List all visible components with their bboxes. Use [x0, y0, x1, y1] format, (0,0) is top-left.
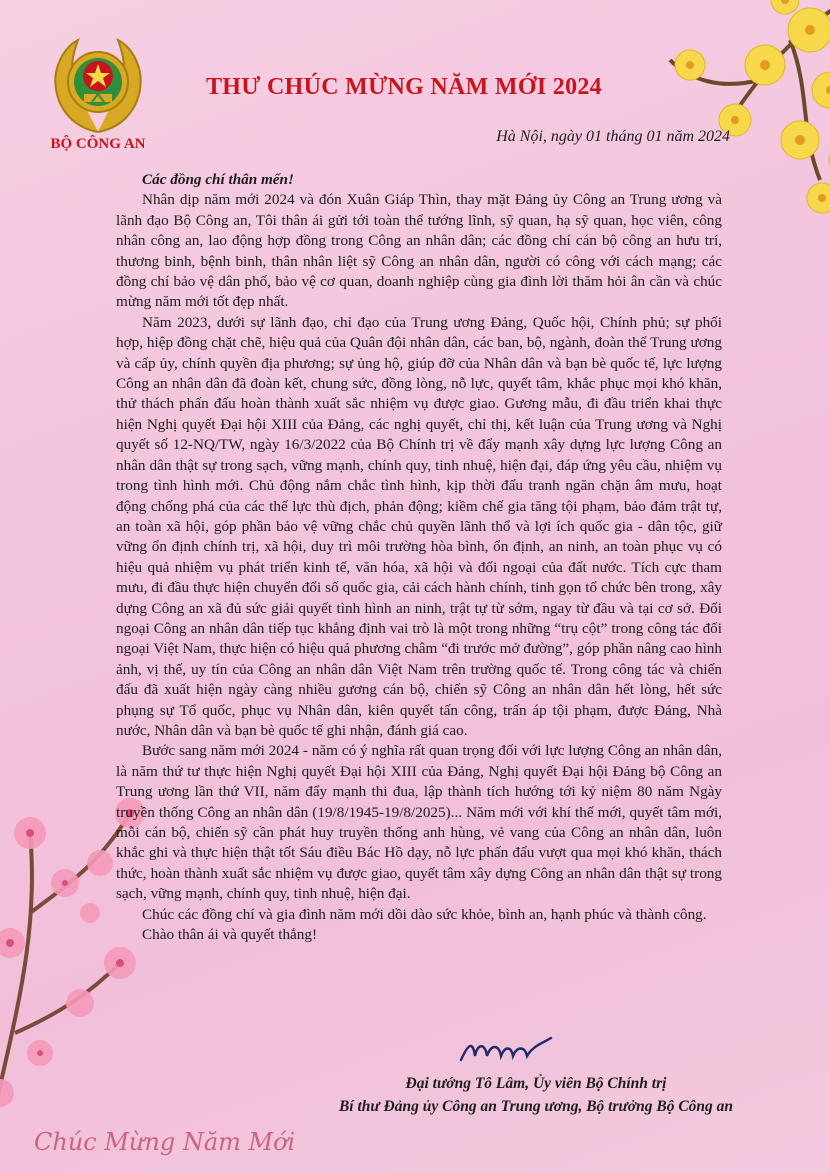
dateline: Hà Nội, ngày 01 tháng 01 năm 2024: [496, 128, 730, 145]
signer-block: [330, 1072, 742, 1118]
paragraph-5: Chào thân ái và quyết thắng!: [142, 926, 318, 944]
signer-line-1: Đại tướng Tô Lâm, Ủy viên Bộ Chính trị: [405, 1075, 667, 1092]
emblem-label: BỘ CÔNG AN: [50, 136, 146, 152]
signer-line-2: Bí thư Đảng ủy Công an Trung ương, Bộ trưởng Bộ Công an: [338, 1098, 734, 1115]
footer-script-text: Chúc Mừng Năm Mới: [34, 1128, 296, 1156]
letter-title: THƯ CHÚC MỪNG NĂM MỚI 2024: [206, 74, 602, 100]
greeting: Các đồng chí thân mến!: [142, 171, 294, 188]
letter-body: [116, 170, 722, 945]
handwritten-signature: [455, 1032, 565, 1068]
paragraph-3: Bước sang năm mới 2024 - năm có ý nghĩa rất quan trọng đối với lực lượng Công an nhân dân, là năm thứ tư thực hiện Nghị quyết Đại hội XIII của Đảng, Nghị quyết Đại hội Đảng bộ Công an Trung ương lần thứ VII, năm đẩy mạnh thi đua, lập thành tích hướng tới kỷ niệm 80 năm Ngày truyền thống Công an nhân dân (19/8/1945-19/8/2025)... Năm mới với khí thế mới, quyết tâm mới, mỗi cán bộ, chiến sỹ cần phát huy truyền thống anh hùng, vẻ vang của Công an nhân dân, luôn khắc ghi và thực hiện thật tốt Sáu điều Bác Hồ dạy, nỗ lực phấn đấu vượt qua mọi khó khăn, thách thức, hoàn thành xuất sắc nhiệm vụ được giao, quyết tâm xây dựng Công an nhân dân thật sự trong sạch, vững mạnh, chính quy, tinh nhuệ, hiện đại.: [116, 742, 722, 903]
paragraph-4: Chúc các đồng chí và gia đình năm mới dồi dào sức khỏe, bình an, hạnh phúc và thành công.: [142, 905, 707, 923]
paragraph-2: Năm 2023, dưới sự lãnh đạo, chỉ đạo của Trung ương Đảng, Quốc hội, Chính phủ; sự phối hợp, hiệp đồng chặt chẽ, hiệu quả của Quân đội nhân dân, các ban, bộ, ngành, đoàn thể Trung ương và cấp ủy, chính quyền địa phương; sự ủng hộ, giúp đỡ của Nhân dân và bạn bè quốc tế, lực lượng Công an nhân dân đã đoàn kết, chung sức, đồng lòng, nỗ lực, quyết tâm, khắc phục mọi khó khăn, thử thách phấn đấu hoàn thành xuất sắc nhiệm vụ được giao. Gương mẫu, đi đầu triển khai thực hiện Nghị quyết Đại hội XIII của Đảng, các nghị quyết, chỉ thị, kết luận của Trung ương và Nghị quyết số 12-NQ/TW, ngày 16/3/2022 của Bộ Chính trị về đẩy mạnh xây dựng lực lượng Công an nhân dân thật sự trong sạch, vững mạnh, chính quy, tinh nhuệ, hiện đại, đáp ứng yêu cầu, nhiệm vụ trong tình hình mới. Chủ động nắm chắc tình hình, kịp thời đấu tranh ngăn chặn âm mưu, hoạt động chống phá của các thế lực thù địch, phản động; kiềm chế gia tăng tội phạm, bảo đảm trật tự, an toàn xã hội, góp phần bảo vệ vững chắc chủ quyền lãnh thổ và lợi ích quốc gia - dân tộc, giữ vững ổn định chính trị, xã hội, duy trì môi trường hòa bình, ổn định, an ninh, an toàn phục vụ có hiệu quả nhiệm vụ phát triển kinh tế, văn hóa, xã hội và đối ngoại của đất nước. Tích cực tham mưu, đi đầu thực hiện chuyển đổi số quốc gia, cải cách hành chính, tinh gọn tổ chức bên trong, xây dựng Công an xã đủ sức giải quyết tình hình an ninh, trật tự từ sớm, ngay từ đầu và tại cơ sở. Đối ngoại Công an nhân dân tiếp tục khẳng định vai trò là một trong những “trụ cột” trong công tác đối ngoại Việt Nam, thực hiện có hiệu quả phương châm “đi trước mở đường”, góp phần nâng cao hình ảnh, vị thế, uy tín của Công an nhân dân Việt Nam trên trường quốc tế. Trong công tác và chiến đấu đã xuất hiện ngày càng nhiều gương cán bộ, chiến sỹ Công an nhân dân hết lòng, hết sức phụng sự Tổ quốc, phục vụ Nhân dân, kiên quyết tấn công, trấn áp tội phạm, được Đảng, Nhà nước, Nhân dân và bạn bè quốc tế ghi nhận, đánh giá cao.: [116, 313, 722, 739]
police-emblem-icon: [48, 36, 148, 136]
paragraph-1: Nhân dịp năm mới 2024 và đón Xuân Giáp Thìn, thay mặt Đảng ủy Công an Trung ương và lãnh đạo Bộ Công an, Tôi thân ái gửi tới toàn thể tướng lĩnh, sỹ quan, hạ sỹ quan, học viên, công nhân công an, lao động hợp đồng trong Công an nhân dân; các đồng chí cán bộ công an hưu trí, thương binh, bệnh binh, thân nhân liệt sỹ Công an nhân dân, người có công với cách mạng; các đồng chí bảo vệ dân phố, bảo vệ cơ quan, doanh nghiệp cùng gia đình lời thăm hỏi ân cần và chúc mừng năm mới tốt đẹp nhất.: [116, 191, 722, 311]
